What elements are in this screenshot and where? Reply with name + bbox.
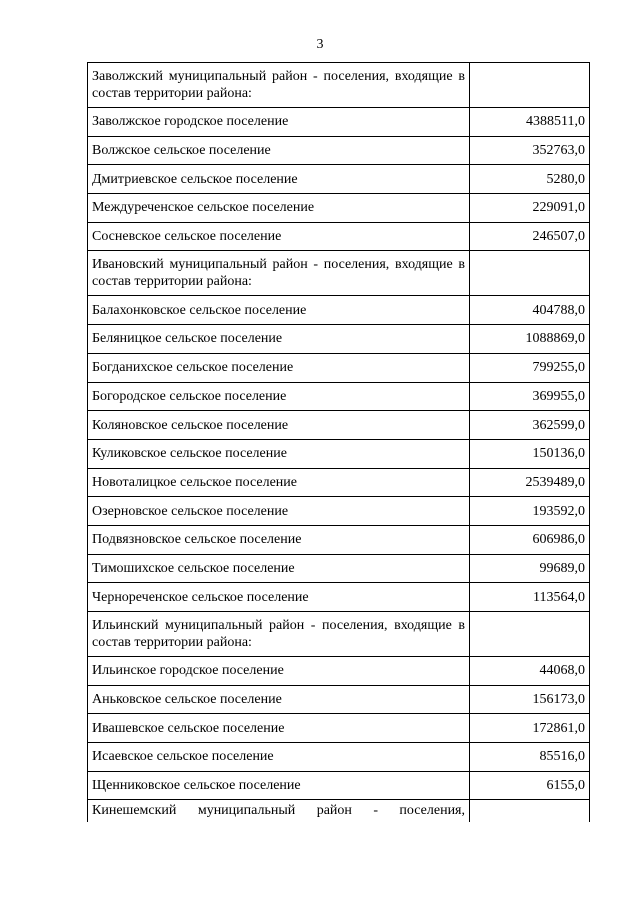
settlement-name: Ивашевское сельское поселение: [88, 714, 470, 743]
settlement-name: Беляницкое сельское поселение: [88, 325, 470, 354]
amount-value: 4388511,0: [470, 108, 590, 137]
table-row: [88, 165, 590, 194]
table-row: [88, 222, 590, 251]
district-header-row: [88, 800, 590, 823]
district-title: Ильинский муниципальный район - поселения, входящие в состав территории района:: [88, 612, 470, 657]
settlement-name: Тимошихское сельское поселение: [88, 554, 470, 583]
settlement-name: Чернореченское сельское поселение: [88, 583, 470, 612]
budget-table: [87, 62, 590, 822]
table-row: [88, 714, 590, 743]
amount-value: 369955,0: [470, 382, 590, 411]
amount-value: 404788,0: [470, 296, 590, 325]
settlement-name: Коляновское сельское поселение: [88, 411, 470, 440]
table-row: [88, 657, 590, 686]
amount-value: 1088869,0: [470, 325, 590, 354]
page-number: 3: [316, 37, 324, 52]
table-row: [88, 554, 590, 583]
table-row: [88, 468, 590, 497]
amount-value: 2539489,0: [470, 468, 590, 497]
table-row: [88, 771, 590, 800]
district-title: Заволжский муниципальный район - поселения, входящие в состав территории района:: [88, 63, 470, 108]
amount-value: [470, 63, 590, 108]
table-row: [88, 136, 590, 165]
settlement-name: Озерновское сельское поселение: [88, 497, 470, 526]
table-row: [88, 743, 590, 772]
amount-value: [470, 612, 590, 657]
settlement-name: Богородское сельское поселение: [88, 382, 470, 411]
amount-value: 606986,0: [470, 525, 590, 554]
table-row: [88, 296, 590, 325]
amount-value: 99689,0: [470, 554, 590, 583]
table-row: [88, 411, 590, 440]
settlement-name: Новоталицкое сельское поселение: [88, 468, 470, 497]
table-row: [88, 497, 590, 526]
district-header-row: [88, 63, 590, 108]
amount-value: 799255,0: [470, 353, 590, 382]
table-row: [88, 439, 590, 468]
table-row: [88, 353, 590, 382]
settlement-name: Ильинское городское поселение: [88, 657, 470, 686]
table-row: [88, 325, 590, 354]
settlement-name: Щенниковское сельское поселение: [88, 771, 470, 800]
settlement-name: Дмитриевское сельское поселение: [88, 165, 470, 194]
settlement-name: Богданихское сельское поселение: [88, 353, 470, 382]
amount-value: [470, 251, 590, 296]
amount-value: 229091,0: [470, 194, 590, 223]
table-row: [88, 108, 590, 137]
district-title: Кинешемский муниципальный район - поселения,: [88, 800, 470, 823]
table-row: [88, 525, 590, 554]
district-header-row: [88, 612, 590, 657]
settlement-name: Исаевское сельское поселение: [88, 743, 470, 772]
table-row: [88, 194, 590, 223]
amount-value: 246507,0: [470, 222, 590, 251]
settlement-name: Междуреченское сельское поселение: [88, 194, 470, 223]
settlement-name: Волжское сельское поселение: [88, 136, 470, 165]
amount-value: [470, 800, 590, 823]
district-header-row: [88, 251, 590, 296]
amount-value: 156173,0: [470, 685, 590, 714]
budget-table-body: [88, 63, 590, 823]
district-title: Ивановский муниципальный район - поселения, входящие в состав территории района:: [88, 251, 470, 296]
amount-value: 113564,0: [470, 583, 590, 612]
amount-value: 6155,0: [470, 771, 590, 800]
amount-value: 44068,0: [470, 657, 590, 686]
amount-value: 150136,0: [470, 439, 590, 468]
settlement-name: Аньковское сельское поселение: [88, 685, 470, 714]
amount-value: 172861,0: [470, 714, 590, 743]
amount-value: 85516,0: [470, 743, 590, 772]
amount-value: 5280,0: [470, 165, 590, 194]
table-row: [88, 685, 590, 714]
table-row: [88, 583, 590, 612]
settlement-name: Заволжское городское поселение: [88, 108, 470, 137]
settlement-name: Балахонковское сельское поселение: [88, 296, 470, 325]
settlement-name: Сосневское сельское поселение: [88, 222, 470, 251]
amount-value: 193592,0: [470, 497, 590, 526]
settlement-name: Куликовское сельское поселение: [88, 439, 470, 468]
amount-value: 352763,0: [470, 136, 590, 165]
amount-value: 362599,0: [470, 411, 590, 440]
settlement-name: Подвязновское сельское поселение: [88, 525, 470, 554]
table-row: [88, 382, 590, 411]
